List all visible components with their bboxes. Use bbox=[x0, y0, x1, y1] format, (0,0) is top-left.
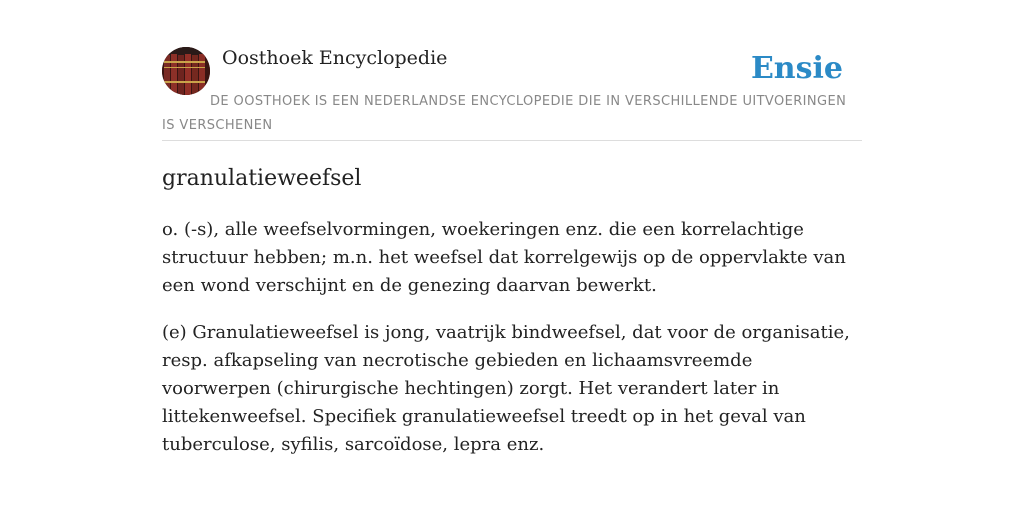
entry-paragraph: (e) Granulatieweefsel is jong, vaatrijk bindweefsel, dat voor de organisatie, resp. afkapseling van necrotische gebieden en lichaamsvreemde voorwerpen (chirurgische hechtingen) zorgt. Het verandert later in littekenweefsel. Specifiek granulatieweefsel treedt op in het geval van tuberculose, syfilis, sarcoïdose, lepra enz. bbox=[162, 322, 850, 455]
entry-title: granulatieweefsel bbox=[162, 166, 362, 191]
encyclopedia-books-icon bbox=[162, 47, 210, 95]
entry-body bbox=[162, 216, 862, 478]
site-tagline: DE OOSTHOEK IS EEN NEDERLANDSE ENCYCLOPEDIE DIE IN VERSCHILLENDE UITVOERINGEN IS VERSCHENEN bbox=[162, 94, 847, 133]
site-name[interactable]: Oosthoek Encyclopedie bbox=[222, 47, 448, 69]
avatar[interactable] bbox=[162, 47, 210, 95]
site-header bbox=[162, 0, 862, 141]
entry-paragraph: o. (-s), alle weefselvormingen, woekeringen enz. die een korrelachtige structuur hebben; m.n. het weefsel dat korrelgewijs op de oppervlakte van een wond verschijnt en de genezing daarvan bewerkt. bbox=[162, 219, 846, 296]
brand-logo[interactable]: Ensie bbox=[750, 51, 843, 86]
entry-card bbox=[162, 0, 862, 455]
